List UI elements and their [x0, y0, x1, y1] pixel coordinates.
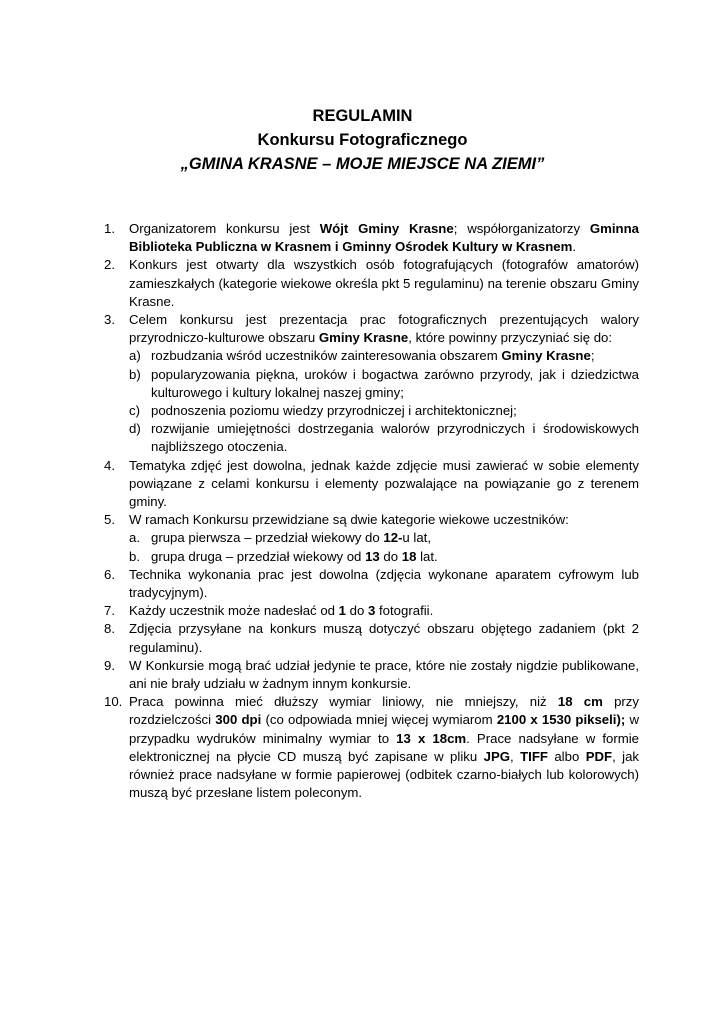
item-text — [129, 566, 639, 602]
regulation-item — [104, 693, 639, 802]
item-number: 8. — [104, 621, 115, 637]
item-number: 2. — [104, 257, 115, 273]
regulation-item — [104, 311, 639, 347]
text-segment: do — [346, 603, 368, 619]
item-text — [129, 220, 639, 256]
bold-text-segment: JPG — [483, 748, 510, 764]
contest-motto: „GMINA KRASNE – MOJE MIEJSCE NA ZIEMI” — [180, 155, 545, 173]
subitem-text — [151, 402, 639, 420]
document-title: REGULAMIN — [312, 107, 413, 125]
text-segment: Konkurs jest otwarty dla wszystkich osób fotografujących (fotografów amatorów) zamieszkałych (kategorie wiekowe określa pkt 5 regulaminu) na terenie obszaru Gminy Krasne. — [129, 257, 639, 309]
text-segment: . Prace nadsyłane w formie elektronicznej na płycie CD muszą być zapisane w pliku — [129, 730, 640, 764]
text-segment: Tematyka zdjęć jest dowolna, jednak każde zdjęcie musi zawierać w sobie elementy powiązane z celami konkursu i elementy pozwalające na powiązanie go z terenem gminy. — [129, 457, 639, 510]
item-text — [129, 511, 639, 529]
item-text — [129, 620, 639, 656]
subitem-letter: d) — [129, 421, 141, 437]
regulation-subitem — [129, 529, 639, 547]
item-number: 3. — [104, 312, 115, 328]
regulations-list — [104, 220, 639, 803]
document-header — [0, 104, 725, 176]
bold-text-segment: 2100 x 1530 pikseli); — [496, 712, 626, 728]
text-segment: Organizatorem konkursu jest — [129, 221, 320, 236]
bold-text-segment: TIFF — [520, 748, 548, 764]
bold-text-segment: 300 dpi — [215, 712, 262, 728]
bold-text-segment: 13 — [365, 548, 380, 564]
text-segment: , które powinny przyczyniać się do: — [408, 330, 613, 346]
text-segment: ; — [590, 348, 595, 364]
text-segment: fotografii. — [375, 603, 434, 619]
subitem-letter: c) — [129, 403, 140, 419]
item-number: 1. — [104, 221, 115, 236]
text-segment: przy rozdzielczości — [129, 694, 639, 728]
regulation-subitem — [129, 366, 639, 402]
text-segment: grupa pierwsza – przedział wiekowy do — [151, 530, 384, 546]
text-segment: podnoszenia poziomu wiedzy przyrodniczej i architektonicznej; — [151, 403, 517, 419]
item-text — [129, 311, 639, 347]
item-number: 4. — [104, 457, 115, 473]
subitem-text — [151, 366, 639, 402]
bold-text-segment: 12- — [383, 530, 403, 546]
text-segment: (co odpowiada mniej więcej wymiarom — [261, 712, 497, 728]
regulation-item — [104, 566, 639, 602]
item-number: 7. — [104, 603, 115, 619]
text-segment: Technika wykonania prac jest dowolna (zdjęcia wykonane aparatem cyfrowym lub tradycyjnym). — [129, 566, 639, 601]
bold-text-segment: Gminna Biblioteka Publiczna w Krasnem i Gminny Ośrodek Kultury w Krasnem — [129, 221, 639, 255]
text-segment: , jak również prace nadsyłane w formie papierowej (odbitek czarno-białych lub kolorowych) muszą być przesłane listem poleconym. — [129, 748, 640, 801]
bold-text-segment: 18 cm — [557, 694, 603, 710]
regulation-subitem — [129, 420, 639, 456]
regulation-item — [104, 457, 639, 512]
text-segment: u lat, — [402, 530, 432, 546]
subitem-text — [151, 420, 639, 456]
text-segment: W Konkursie mogą brać udział jedynie te prace, które nie zostały nigdzie publikowane, ani nie brały udziału w żadnym innym konkursie. — [129, 657, 639, 692]
bold-text-segment: 18 — [401, 548, 417, 564]
regulation-item — [104, 602, 639, 620]
text-segment: Zdjęcia przysyłane na konkurs muszą dotyczyć obszaru objętego zadaniem (pkt 2 regulaminu). — [129, 621, 639, 655]
text-segment: Każdy uczestnik może nadesłać od — [129, 603, 339, 619]
bold-text-segment: Wójt Gminy Krasne — [319, 221, 454, 236]
text-segment: Praca powinna mieć dłuższy wymiar liniowy, nie mniejszy, niż — [129, 694, 558, 710]
item-text — [129, 602, 639, 620]
regulation-item — [104, 220, 639, 256]
regulation-item — [104, 657, 639, 693]
subitem-letter: b. — [129, 548, 140, 564]
item-number: 5. — [104, 512, 115, 528]
bold-text-segment: 1 — [338, 603, 346, 619]
bold-text-segment: 13 x 18cm — [396, 730, 467, 746]
bold-text-segment: PDF — [585, 748, 613, 764]
subitem-letter: b) — [129, 366, 141, 382]
text-segment: . — [572, 239, 577, 255]
bold-text-segment: Gminy Krasne — [318, 330, 409, 346]
text-segment: W ramach Konkursu przewidziane są dwie kategorie wiekowe uczestników: — [129, 512, 569, 528]
text-segment: rozwijanie umiejętności dostrzegania walorów przyrodniczych i środowiskowych najbliższego otoczenia. — [151, 421, 639, 455]
regulation-subitem — [129, 347, 639, 365]
item-text — [129, 657, 639, 693]
bold-text-segment: 3 — [368, 603, 376, 619]
text-segment: albo — [547, 748, 586, 764]
regulation-item — [104, 620, 639, 656]
subitem-text — [151, 548, 639, 566]
text-segment: popularyzowania piękna, uroków i bogactwa zarówno przyrody, jak i dziedzictwa kulturowego i kultury lokalnej naszej gminy; — [151, 366, 639, 400]
text-segment: do — [379, 548, 402, 564]
regulation-subitem — [129, 402, 639, 420]
text-segment: ; współorganizatorzy — [453, 221, 590, 236]
item-text — [129, 693, 639, 802]
text-segment: lat. — [416, 548, 438, 564]
regulation-item — [104, 256, 639, 311]
subitem-text — [151, 347, 639, 365]
text-segment: w przypadku wydruków minimalny wymiar to — [129, 712, 639, 746]
text-segment: , — [510, 748, 521, 764]
text-segment: grupa druga – przedział wiekowy od — [151, 548, 366, 564]
item-text — [129, 256, 639, 311]
document-subtitle: Konkursu Fotograficznego — [257, 131, 468, 149]
regulation-subitem — [129, 548, 639, 566]
item-number: 10. — [104, 694, 123, 710]
subitem-letter: a) — [129, 348, 141, 364]
text-segment: Celem konkursu jest prezentacja prac fotograficznych prezentujących walory przyrodniczo-kulturowe obszaru — [129, 312, 639, 346]
item-number: 9. — [104, 657, 115, 673]
regulation-item — [104, 511, 639, 529]
subitem-letter: a. — [129, 530, 140, 546]
text-segment: rozbudzania wśród uczestników zainteresowania obszarem — [151, 348, 502, 364]
item-number: 6. — [104, 566, 115, 582]
bold-text-segment: Gminy Krasne — [501, 348, 591, 364]
subitem-text — [151, 529, 639, 547]
item-text — [129, 457, 639, 512]
